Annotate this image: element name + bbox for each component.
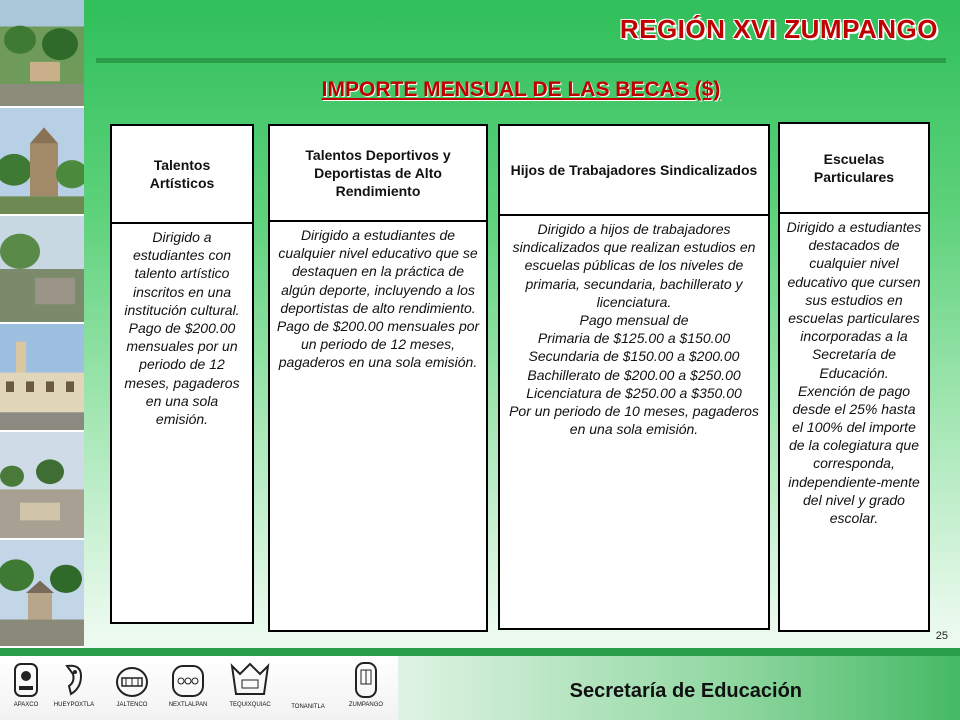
- column-header: Talentos Artísticos: [112, 126, 252, 224]
- photo-town: [0, 432, 84, 540]
- municipality-label: HUEYPOXTLA: [53, 702, 95, 708]
- column-text: Pago de $200.00 mensuales por un periodo de 12 meses, pagaderos en una sola emisión.: [276, 317, 480, 371]
- municipality-label: ZUMPANGO: [348, 702, 384, 708]
- column-body: [112, 224, 252, 432]
- municipality-label: TONANITLA: [291, 704, 325, 710]
- municipality-tequixquiac: [220, 660, 280, 708]
- tequixquiac-glyph-icon: [228, 660, 272, 700]
- secretaria-label: Secretaría de Educación: [569, 680, 802, 702]
- municipality-hueypoxtla: [44, 660, 104, 708]
- photo-church: [0, 108, 84, 216]
- apaxco-glyph-icon: [11, 660, 41, 700]
- column-text: Secundaria de $150.00 a $200.00: [528, 348, 740, 365]
- column-text: Pago mensual de: [579, 311, 689, 328]
- column-text: Primaria de $125.00 a $150.00: [537, 330, 731, 347]
- column-hijos-trabajadores: [498, 124, 770, 630]
- column-body: [500, 216, 768, 442]
- column-text: Por un periodo de 10 meses, pagaderos en una sola emisión.: [509, 402, 759, 438]
- municipality-label: NEXTLALPAN: [168, 702, 208, 708]
- municipality-nextlalpan: [158, 660, 218, 708]
- column-talentos-artisticos: [110, 124, 254, 624]
- photo-plaza: [0, 0, 84, 108]
- photo-palace: [0, 324, 84, 432]
- slide-title: IMPORTE MENSUAL DE LAS BECAS ($): [321, 78, 721, 101]
- column-talentos-deportivos: [268, 124, 488, 632]
- title-divider: [96, 58, 946, 63]
- column-header: Talentos Deportivos y Deportistas de Alto Rendimiento: [270, 126, 486, 222]
- column-text: Dirigido a estudiantes de cualquier nivel educativo que se destaquen en la práctica de algún deporte, incluyendo a los deportistas de alto rendimiento.: [278, 227, 478, 316]
- column-text: Dirigido a hijos de trabajadores sindicalizados que realizan estudios en escuelas públicas de los niveles de primaria, secundaria, bachillerato y licenciatura.: [512, 221, 756, 310]
- municipality-label: TEQUIXQUIAC: [229, 702, 271, 708]
- photo-kiosk: [0, 540, 84, 648]
- column-text: Bachillerato de $200.00 a $250.00: [527, 366, 741, 383]
- column-escuelas-particulares: [778, 122, 930, 632]
- nextlalpan-glyph-icon: [170, 660, 206, 700]
- column-text: Dirigido a estudiantes destacados de cualquier nivel educativo que cursen sus estudios en escuelas particulares incorporadas a la Secretaría de Educación.: [786, 219, 922, 381]
- zumpango-glyph-icon: [351, 660, 381, 700]
- column-text: Pago de $200.00 mensuales por un periodo de 12 meses, pagaderos en una sola emisión.: [124, 319, 240, 427]
- municipality-tonanitla: [278, 660, 338, 710]
- column-text: Exención de pago desde el 25% hasta el 100% del importe de la colegiatura que corresponda, independiente-mente del nivel y grado escolar.: [788, 382, 920, 526]
- footer-divider: [0, 648, 960, 656]
- column-body: [270, 222, 486, 376]
- column-text: Licenciatura de $250.00 a $350.00: [526, 384, 742, 401]
- hueypoxtla-glyph-icon: [59, 660, 89, 700]
- column-text: Dirigido a estudiantes con talento artístico inscritos en una institución cultural.: [124, 229, 240, 318]
- municipality-label: APAXCO: [13, 702, 39, 708]
- column-header: Escuelas Particulares: [780, 124, 928, 214]
- municipality-zumpango: [336, 660, 396, 708]
- municipality-label: JALTENCO: [116, 702, 148, 708]
- municipality-jaltenco: [102, 660, 162, 708]
- photo-landscape: [0, 216, 84, 324]
- page-number: 25: [935, 630, 948, 642]
- column-header: Hijos de Trabajadores Sindicalizados: [500, 126, 768, 216]
- region-title: REGIÓN XVI ZUMPANGO: [619, 14, 938, 44]
- photo-strip: [0, 0, 84, 648]
- jaltenco-glyph-icon: [114, 660, 150, 700]
- column-body: [780, 214, 928, 531]
- footer: [0, 656, 960, 720]
